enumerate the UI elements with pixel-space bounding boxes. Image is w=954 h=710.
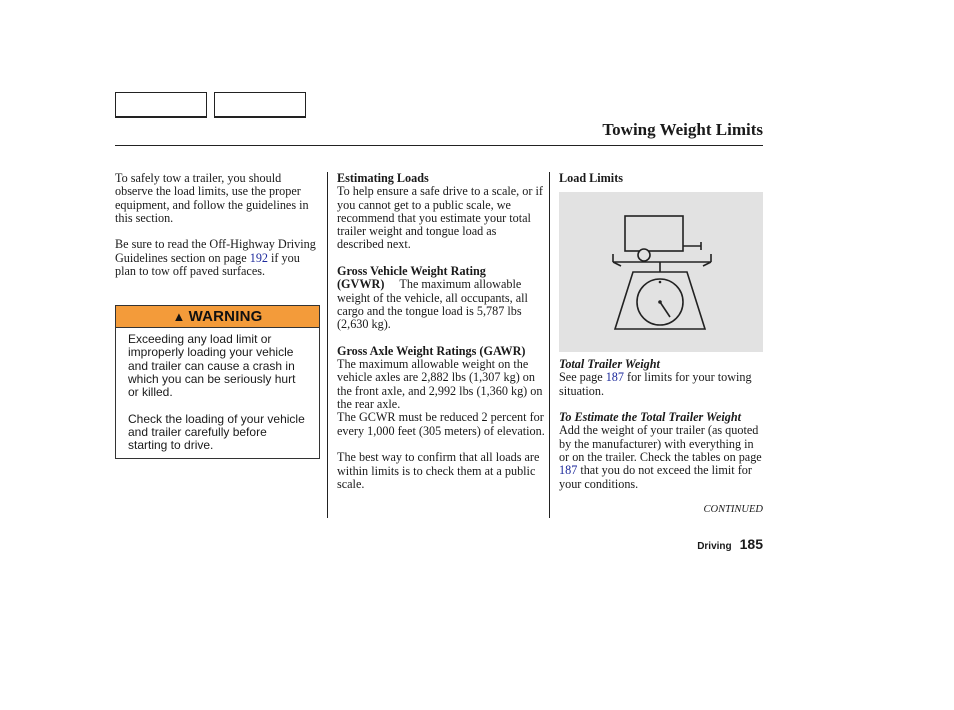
- trailer-wheel: [638, 249, 650, 261]
- public-scale-paragraph: The best way to confirm that all loads are within limits is to check them at a public scale.: [337, 450, 540, 491]
- column-1: [115, 172, 320, 278]
- page-title: Towing Weight Limits: [602, 120, 763, 139]
- warning-triangle-icon: ▲: [172, 309, 186, 324]
- warning-label: WARNING: [188, 308, 263, 325]
- estimate-text: Add the weight of your trailer (as quoted by the manufacturer) with everything in or on the trailer. Check the tables on page: [559, 423, 762, 465]
- gawr-paragraph: [337, 345, 545, 411]
- page-link-187-a[interactable]: 187: [605, 370, 624, 385]
- continued-label: CONTINUED: [703, 504, 763, 515]
- column-divider-2: [549, 172, 550, 518]
- column-2: [337, 172, 545, 491]
- page-link-187-b[interactable]: 187: [559, 463, 578, 478]
- page-link-192[interactable]: 192: [249, 250, 268, 265]
- off-highway-text-end: if you plan to tow off paved surfaces.: [115, 250, 300, 279]
- trailer-on-scale-icon: [559, 192, 763, 352]
- trailer-box: [625, 216, 683, 251]
- off-highway-paragraph: [115, 238, 320, 278]
- column-3: [559, 172, 764, 185]
- limits-text: for limits for your towing situation.: [559, 370, 752, 398]
- warning-header: [116, 306, 319, 328]
- page-number: 185: [739, 536, 763, 552]
- gawr-heading: Gross Axle Weight Ratings (GAWR): [337, 343, 526, 358]
- off-highway-text: Be sure to read the Off-Highway Driving Guidelines section on page: [115, 237, 316, 265]
- footer-section: Driving: [697, 541, 732, 552]
- column-divider-1: [327, 172, 328, 518]
- gvwr-text: The maximum allowable weight of the vehicle, all occupants, all cargo and the tongue load is 5,787 lbs (2,630 kg).: [337, 277, 528, 332]
- intro-paragraph: To safely tow a trailer, you should observe the load limits, use the proper equipment, and follow the guidelines in this section.: [115, 171, 309, 225]
- warning-paragraph-1: Exceeding any load limit or improperly loading your vehicle and trailer can cause a crash in which you can be seriously hurt or killed.: [128, 332, 296, 400]
- warning-box: [115, 305, 320, 459]
- see-page-text: See page: [559, 370, 603, 385]
- warning-paragraph-2: Check the loading of your vehicle and trailer carefully before starting to drive.: [128, 411, 305, 453]
- estimate-weight-paragraph: [559, 424, 764, 490]
- scale-illustration: [559, 192, 763, 352]
- column-3-lower: [559, 358, 764, 491]
- estimating-loads-paragraph: To help ensure a safe drive to a scale, or if you cannot get to a public scale, we recommend that you estimate your total trailer weight and tongue load as described next.: [337, 184, 543, 252]
- estimating-loads-heading: Estimating Loads: [337, 171, 429, 185]
- title-rule: [115, 145, 763, 146]
- warning-text: [116, 328, 319, 453]
- estimate-weight-subheading: To Estimate the Total Trailer Weight: [559, 410, 742, 425]
- total-trailer-weight-subheading: Total Trailer Weight: [559, 357, 660, 371]
- gvwr-heading: Gross Vehicle Weight Rating (GVWR): [337, 264, 486, 292]
- nav-tab-2[interactable]: [214, 92, 306, 118]
- page-footer: [697, 536, 763, 554]
- estimate-text-end: that you do not exceed the limit for your conditions.: [559, 463, 752, 491]
- total-trailer-weight-paragraph: [559, 371, 764, 398]
- load-limits-heading: Load Limits: [559, 171, 623, 185]
- nav-tab-1[interactable]: [115, 92, 207, 118]
- gcwr-paragraph: The GCWR must be reduced 2 percent for every 1,000 feet (305 meters) of elevation.: [337, 410, 545, 438]
- gawr-text: The maximum allowable weight on the vehicle axles are 2,882 lbs (1,307 kg) on the front axle, and 2,992 lbs (1,360 kg) on the rear axle.: [337, 357, 543, 412]
- gvwr-paragraph: [337, 265, 545, 331]
